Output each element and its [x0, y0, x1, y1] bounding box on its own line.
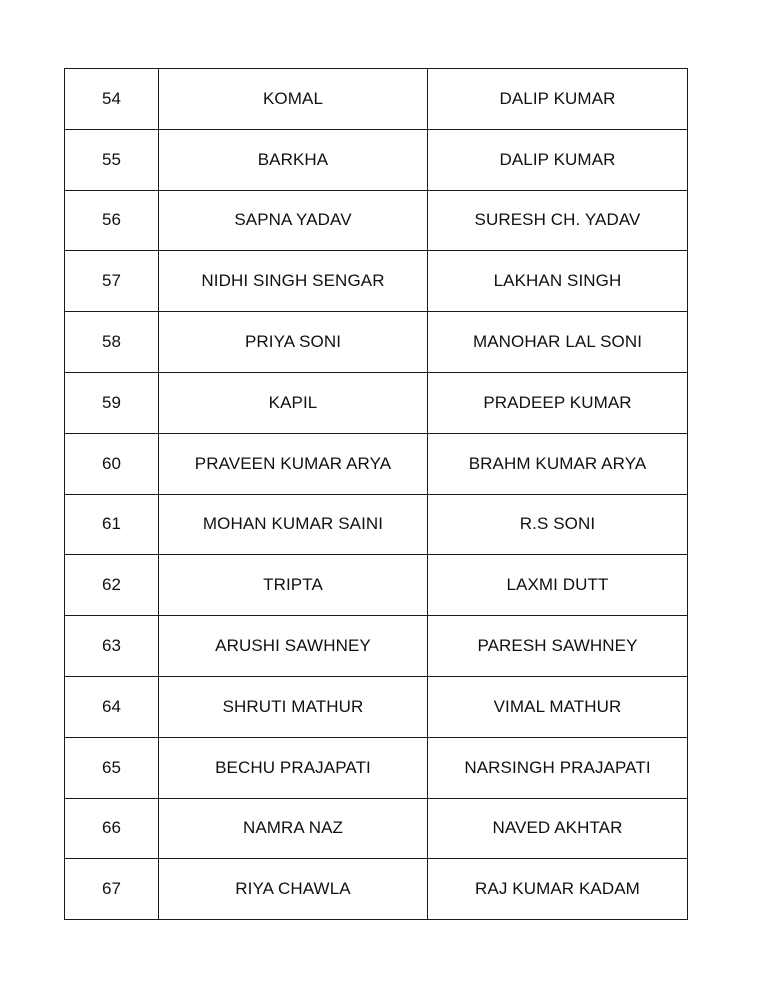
table-row — [65, 312, 688, 373]
name-cell: KAPIL — [159, 372, 428, 433]
name-cell: RIYA CHAWLA — [159, 859, 428, 920]
serial-number-cell: 61 — [65, 494, 159, 555]
table-row — [65, 433, 688, 494]
table-row — [65, 251, 688, 312]
parent-name-cell: BRAHM KUMAR ARYA — [428, 433, 688, 494]
name-cell: NAMRA NAZ — [159, 798, 428, 859]
names-table-body — [65, 69, 688, 920]
name-cell: BECHU PRAJAPATI — [159, 737, 428, 798]
name-cell: PRIYA SONI — [159, 312, 428, 373]
serial-number-cell: 54 — [65, 69, 159, 130]
parent-name-cell: DALIP KUMAR — [428, 69, 688, 130]
name-cell: SHRUTI MATHUR — [159, 676, 428, 737]
serial-number-cell: 59 — [65, 372, 159, 433]
parent-name-cell: MANOHAR LAL SONI — [428, 312, 688, 373]
serial-number-cell: 58 — [65, 312, 159, 373]
parent-name-cell: RAJ KUMAR KADAM — [428, 859, 688, 920]
parent-name-cell: VIMAL MATHUR — [428, 676, 688, 737]
table-row — [65, 616, 688, 677]
table-row — [65, 859, 688, 920]
names-table — [64, 68, 688, 920]
serial-number-cell: 67 — [65, 859, 159, 920]
serial-number-cell: 63 — [65, 616, 159, 677]
serial-number-cell: 57 — [65, 251, 159, 312]
serial-number-cell: 55 — [65, 129, 159, 190]
parent-name-cell: DALIP KUMAR — [428, 129, 688, 190]
name-cell: NIDHI SINGH SENGAR — [159, 251, 428, 312]
table-row — [65, 737, 688, 798]
table-row — [65, 555, 688, 616]
name-cell: KOMAL — [159, 69, 428, 130]
table-row — [65, 190, 688, 251]
table-row — [65, 129, 688, 190]
name-cell: ARUSHI SAWHNEY — [159, 616, 428, 677]
name-cell: MOHAN KUMAR SAINI — [159, 494, 428, 555]
serial-number-cell: 56 — [65, 190, 159, 251]
name-cell: BARKHA — [159, 129, 428, 190]
table-row — [65, 494, 688, 555]
name-cell: PRAVEEN KUMAR ARYA — [159, 433, 428, 494]
table-row — [65, 798, 688, 859]
table-row — [65, 69, 688, 130]
name-cell: SAPNA YADAV — [159, 190, 428, 251]
parent-name-cell: LAXMI DUTT — [428, 555, 688, 616]
parent-name-cell: NAVED AKHTAR — [428, 798, 688, 859]
parent-name-cell: NARSINGH PRAJAPATI — [428, 737, 688, 798]
parent-name-cell: SURESH CH. YADAV — [428, 190, 688, 251]
serial-number-cell: 64 — [65, 676, 159, 737]
serial-number-cell: 66 — [65, 798, 159, 859]
parent-name-cell: R.S SONI — [428, 494, 688, 555]
parent-name-cell: PARESH SAWHNEY — [428, 616, 688, 677]
serial-number-cell: 62 — [65, 555, 159, 616]
serial-number-cell: 60 — [65, 433, 159, 494]
serial-number-cell: 65 — [65, 737, 159, 798]
parent-name-cell: LAKHAN SINGH — [428, 251, 688, 312]
parent-name-cell: PRADEEP KUMAR — [428, 372, 688, 433]
name-cell: TRIPTA — [159, 555, 428, 616]
table-row — [65, 676, 688, 737]
table-row — [65, 372, 688, 433]
